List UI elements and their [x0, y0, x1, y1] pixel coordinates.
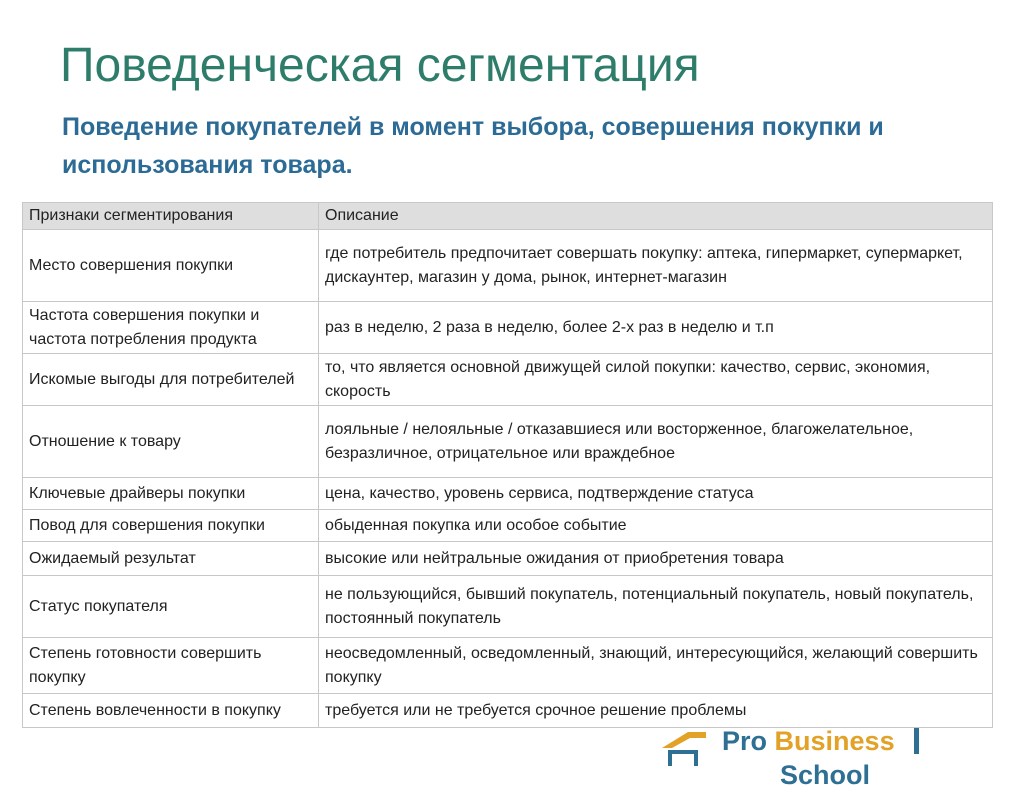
segmentation-table — [22, 202, 993, 728]
table-cell-sign: Статус покупателя — [23, 576, 319, 638]
table-cell-description: неосведомленный, осведомленный, знающий, интересующийся, желающий совершить покупку — [319, 638, 993, 694]
table-cell-sign: Степень готовности совершить покупку — [23, 638, 319, 694]
logo-pro-text: Pro — [722, 726, 768, 756]
column-header-signs: Признаки сегментирования — [23, 203, 319, 230]
table-cell-description: высокие или нейтральные ожидания от приобретения товара — [319, 542, 993, 576]
table-cell-description: обыденная покупка или особое событие — [319, 510, 993, 542]
page-subtitle: Поведение покупателей в момент выбора, совершения покупки и использования товара. — [62, 113, 884, 179]
logo-business-text: Business — [774, 726, 895, 756]
logo-wordmark — [722, 726, 895, 757]
table-row — [23, 230, 993, 302]
logo-divider — [914, 728, 919, 754]
table-cell-description: цена, качество, уровень сервиса, подтверждение статуса — [319, 478, 993, 510]
table-cell-description: не пользующийся, бывший покупатель, потенциальный покупатель, новый покупатель, постоянный покупатель — [319, 576, 993, 638]
table-cell-description: то, что является основной движущей силой покупки: качество, сервис, экономия, скорость — [319, 354, 993, 406]
table-row — [23, 510, 993, 542]
table-row — [23, 694, 993, 728]
table-cell-sign: Ключевые драйверы покупки — [23, 478, 319, 510]
column-header-description: Описание — [319, 203, 993, 230]
table-cell-sign: Частота совершения покупки и частота потребления продукта — [23, 302, 319, 354]
table-header-row — [23, 203, 993, 230]
table-cell-sign: Отношение к товару — [23, 406, 319, 478]
table-cell-description: лояльные / нелояльные / отказавшиеся или восторженное, благожелательное, безразличное, отрицательное или враждебное — [319, 406, 993, 478]
table-cell-sign: Искомые выгоды для потребителей — [23, 354, 319, 406]
table-row — [23, 406, 993, 478]
table-row — [23, 542, 993, 576]
table-row — [23, 354, 993, 406]
house-logo-icon — [660, 730, 708, 767]
table-cell-description: требуется или не требуется срочное решение проблемы — [319, 694, 993, 728]
table-cell-description: раз в неделю, 2 раза в неделю, более 2-х раз в неделю и т.п — [319, 302, 993, 354]
table-row — [23, 576, 993, 638]
pro-business-school-logo — [660, 724, 920, 790]
table-row — [23, 302, 993, 354]
table-cell-description: где потребитель предпочитает совершать покупку: аптека, гипермаркет, супермаркет, дискаунтер, магазин у дома, рынок, интернет-магазин — [319, 230, 993, 302]
table-row — [23, 638, 993, 694]
table-cell-sign: Ожидаемый результат — [23, 542, 319, 576]
table-cell-sign: Степень вовлеченности в покупку — [23, 694, 319, 728]
table-cell-sign: Повод для совершения покупки — [23, 510, 319, 542]
table-row — [23, 478, 993, 510]
table-cell-sign: Место совершения покупки — [23, 230, 319, 302]
logo-school-text: School — [780, 760, 871, 790]
page-title: Поведенческая сегментация — [60, 39, 700, 92]
